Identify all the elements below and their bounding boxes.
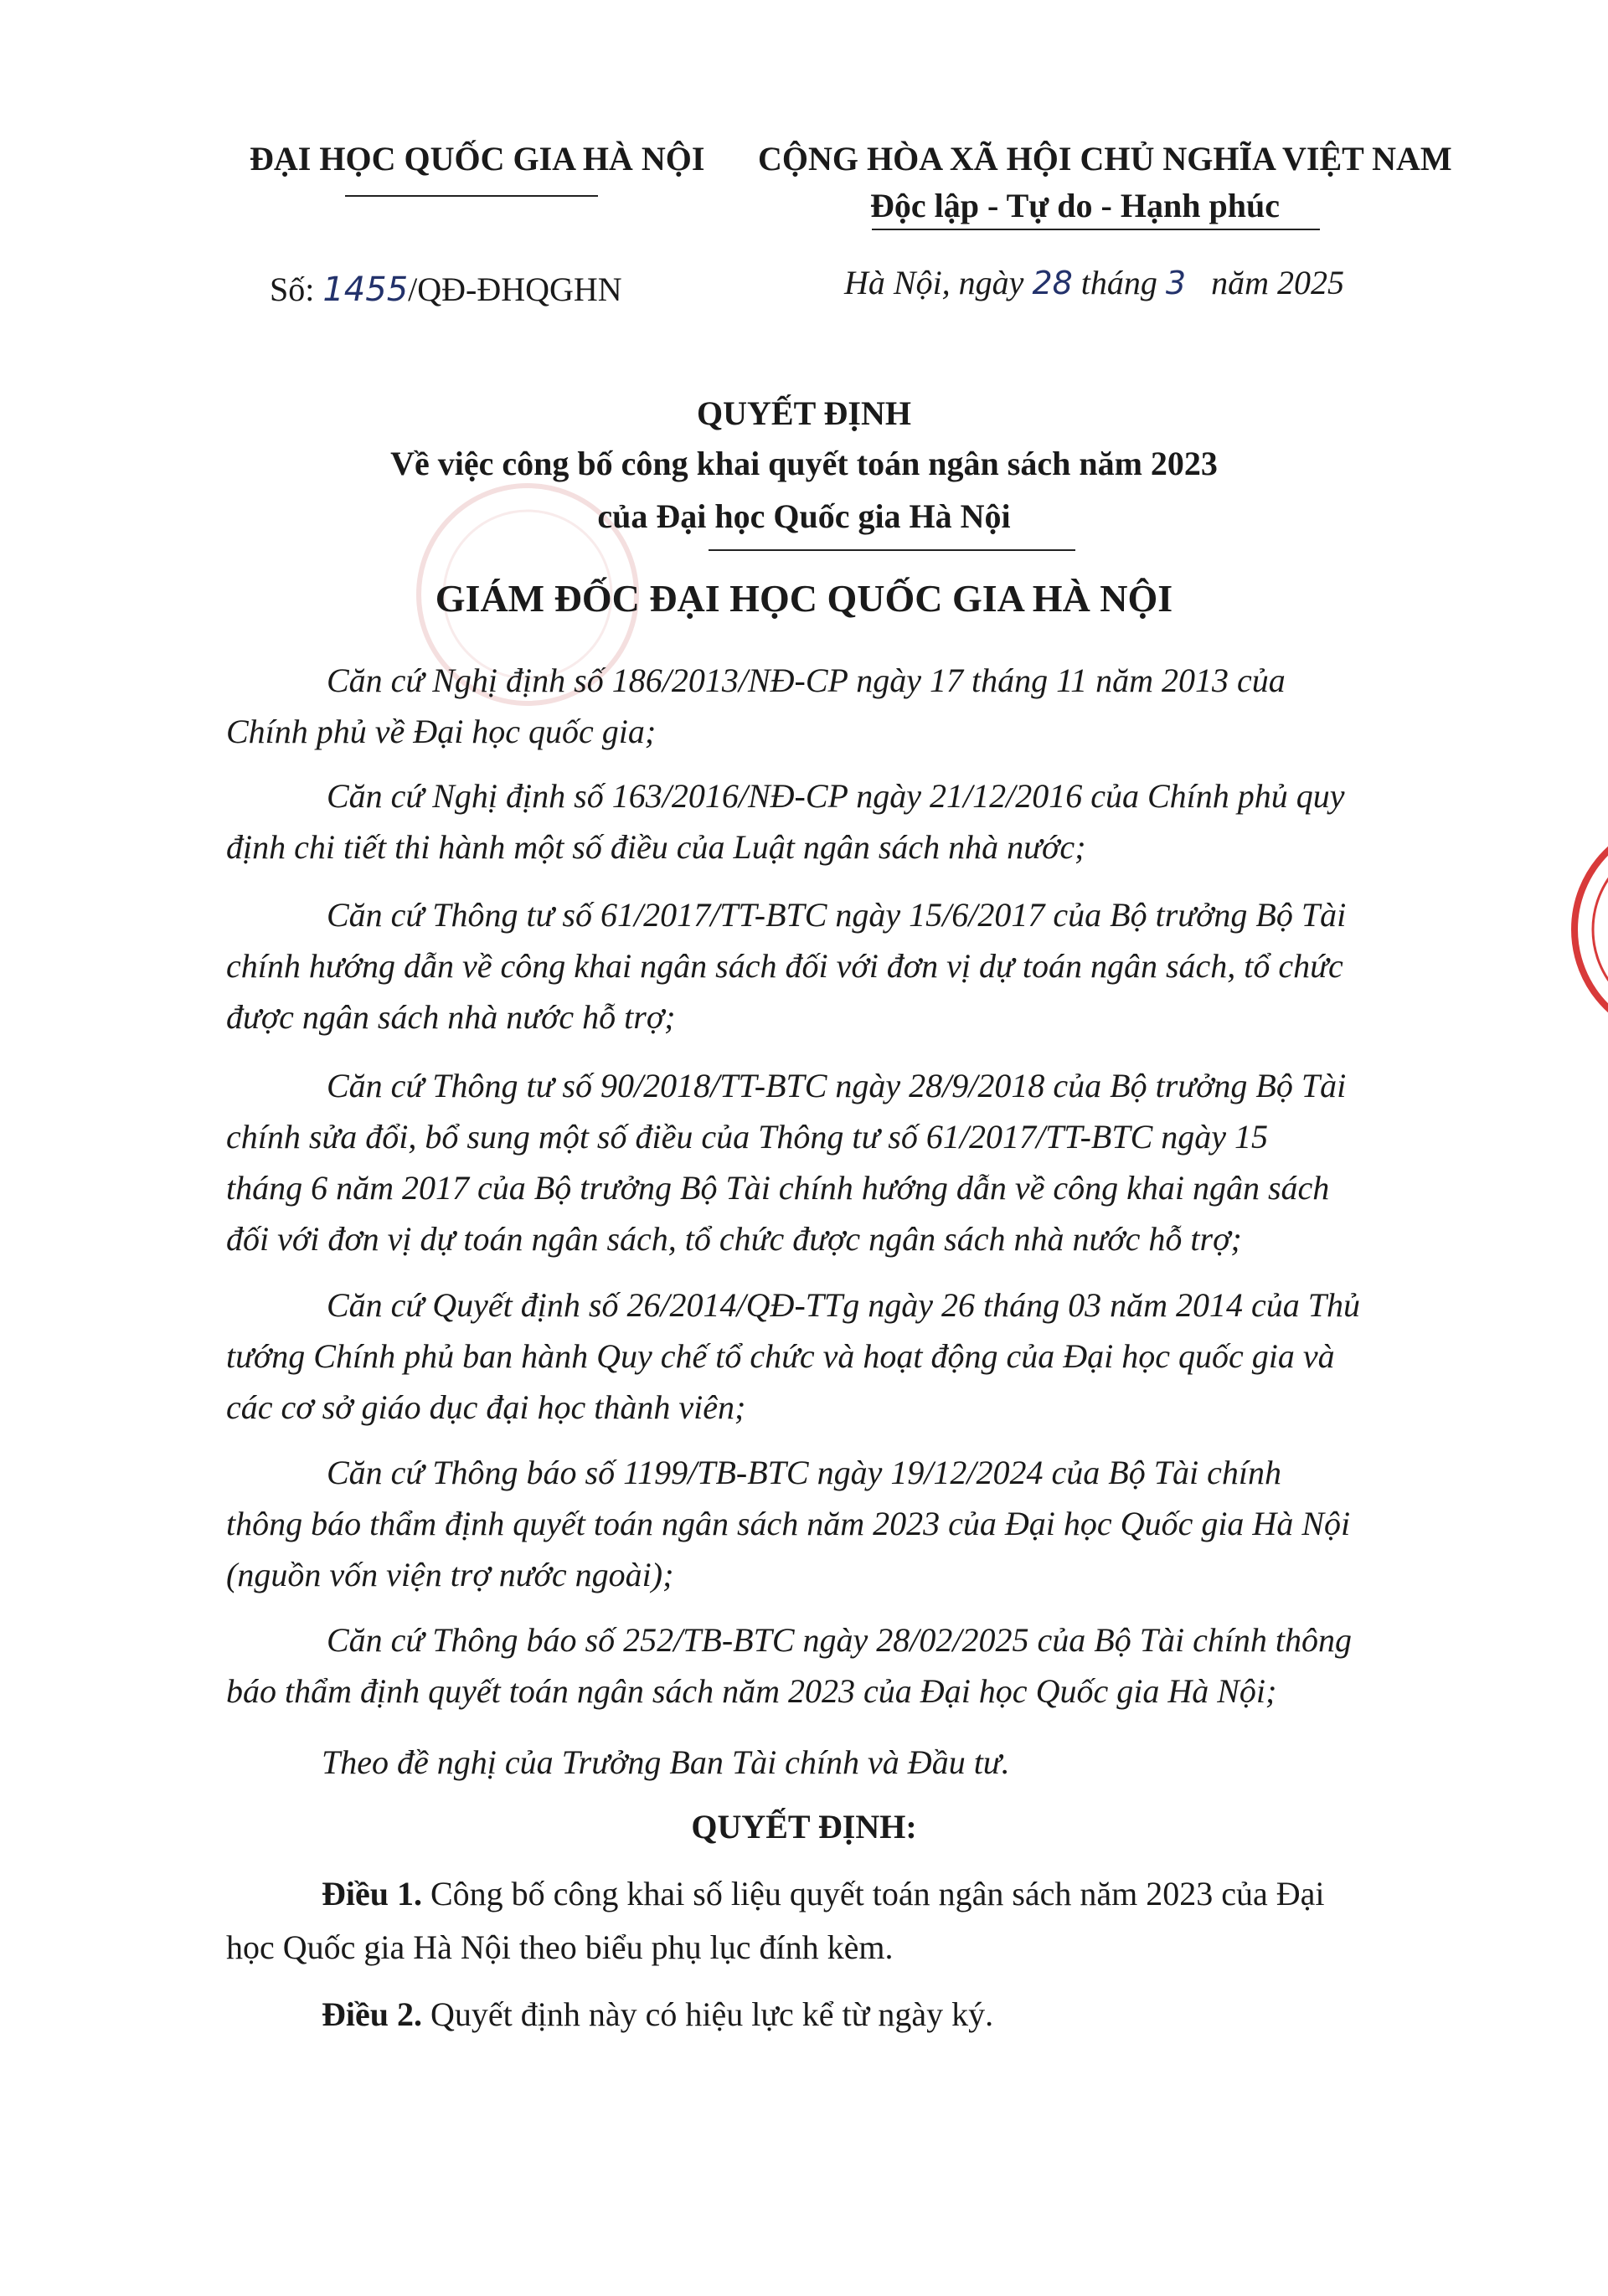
basis-paragraph (226, 1614, 1457, 1717)
basis-line: định chi tiết thi hành một số điều của Luật ngân sách nhà nước; (226, 828, 1086, 866)
national-motto: Độc lập - Tự do - Hạnh phúc (870, 187, 1280, 224)
basis-paragraph (226, 1737, 1457, 1788)
subject-line-1: Về việc công bố công khai quyết toán ngân sách năm 2023 (390, 445, 1218, 482)
issuing-organization: ĐẠI HỌC QUỐC GIA HÀ NỘI (250, 140, 705, 178)
basis-paragraph (226, 889, 1457, 1042)
basis-paragraph (226, 655, 1457, 757)
red-seal-edge-icon (1558, 804, 1608, 1055)
basis-line: chính sửa đổi, bổ sung một số điều của Thông tư số 61/2017/TT-BTC ngày 15 (226, 1118, 1269, 1156)
basis-line: được ngân sách nhà nước hỗ trợ; (226, 998, 676, 1036)
article-2 (226, 1988, 1457, 2041)
basis-line: Căn cứ Thông tư số 61/2017/TT-BTC ngày 15/6/2017 của Bộ trưởng Bộ Tài (327, 896, 1347, 934)
place-and-date (844, 263, 1344, 302)
issuer-title: GIÁM ĐỐC ĐẠI HỌC QUỐC GIA HÀ NỘI (435, 577, 1173, 620)
day-handwritten: 28 (1032, 265, 1073, 301)
doc-number-suffix: /QĐ-ĐHQGHN (408, 270, 622, 308)
basis-line: Căn cứ Quyết định số 26/2014/QĐ-TTg ngày 26 tháng 03 năm 2014 của Thủ (327, 1286, 1361, 1324)
article-label: Điều 2. (322, 1995, 422, 2033)
year-text: năm 2025 (1211, 264, 1344, 301)
month-label: tháng (1080, 264, 1157, 301)
basis-line: (nguồn vốn viện trợ nước ngoài); (226, 1556, 674, 1593)
basis-paragraph (226, 1060, 1457, 1264)
basis-paragraph (226, 1447, 1457, 1600)
basis-line: báo thẩm định quyết toán ngân sách năm 2023 của Đại học Quốc gia Hà Nội; (226, 1672, 1277, 1710)
article-text: Công bố công khai số liệu quyết toán ngân sách năm 2023 của Đại (422, 1875, 1325, 1912)
basis-line: tướng Chính phủ ban hành Quy chế tổ chức và hoạt động của Đại học quốc gia và (226, 1337, 1335, 1375)
basis-line: Căn cứ Nghị định số 163/2016/NĐ-CP ngày 21/12/2016 của Chính phủ quy (327, 777, 1345, 815)
article-text: Quyết định này có hiệu lực kể từ ngày ký. (422, 1995, 994, 2033)
article-label: Điều 1. (322, 1875, 422, 1912)
organization-underline (345, 195, 598, 197)
month-handwritten: 3 (1165, 265, 1187, 301)
basis-line: thông báo thẩm định quyết toán ngân sách năm 2023 của Đại học Quốc gia Hà Nội (226, 1505, 1351, 1542)
motto-underline (872, 229, 1320, 230)
document-type: QUYẾT ĐỊNH (697, 394, 911, 432)
article-text: học Quốc gia Hà Nội theo biểu phụ lục đính kèm. (226, 1928, 894, 1966)
decision-heading: QUYẾT ĐỊNH: (691, 1808, 917, 1846)
document-number (270, 270, 622, 309)
basis-line: Chính phủ về Đại học quốc gia; (226, 713, 657, 750)
basis-line: chính hướng dẫn về công khai ngân sách đối với đơn vị dự toán ngân sách, tổ chức (226, 947, 1343, 985)
basis-line: Theo đề nghị của Trưởng Ban Tài chính và Đầu tư. (322, 1743, 1010, 1781)
basis-paragraph (226, 1279, 1457, 1433)
basis-line: Căn cứ Nghị định số 186/2013/NĐ-CP ngày 17 tháng 11 năm 2013 của (327, 662, 1286, 699)
national-title: CỘNG HÒA XÃ HỘI CHỦ NGHĨA VIỆT NAM (758, 140, 1452, 178)
basis-line: các cơ sở giáo dục đại học thành viên; (226, 1388, 746, 1426)
basis-line: tháng 6 năm 2017 của Bộ trưởng Bộ Tài chính hướng dẫn về công khai ngân sách (226, 1169, 1330, 1207)
basis-line: Căn cứ Thông báo số 252/TB-BTC ngày 28/02/2025 của Bộ Tài chính thông (327, 1621, 1353, 1659)
title-underline (709, 549, 1075, 551)
subject-line-2: của Đại học Quốc gia Hà Nội (597, 497, 1011, 535)
article-1 (226, 1867, 1457, 1974)
basis-paragraph (226, 770, 1457, 873)
doc-number-prefix: Số: (270, 270, 315, 308)
basis-line: Căn cứ Thông báo số 1199/TB-BTC ngày 19/12/2024 của Bộ Tài chính (327, 1454, 1281, 1491)
basis-line: đối với đơn vị dự toán ngân sách, tổ chức được ngân sách nhà nước hỗ trợ; (226, 1220, 1242, 1258)
basis-line: Căn cứ Thông tư số 90/2018/TT-BTC ngày 28/9/2018 của Bộ trưởng Bộ Tài (327, 1067, 1347, 1104)
place-date-prefix: Hà Nội, ngày (844, 264, 1024, 301)
doc-number-handwritten: 1455 (322, 270, 409, 309)
